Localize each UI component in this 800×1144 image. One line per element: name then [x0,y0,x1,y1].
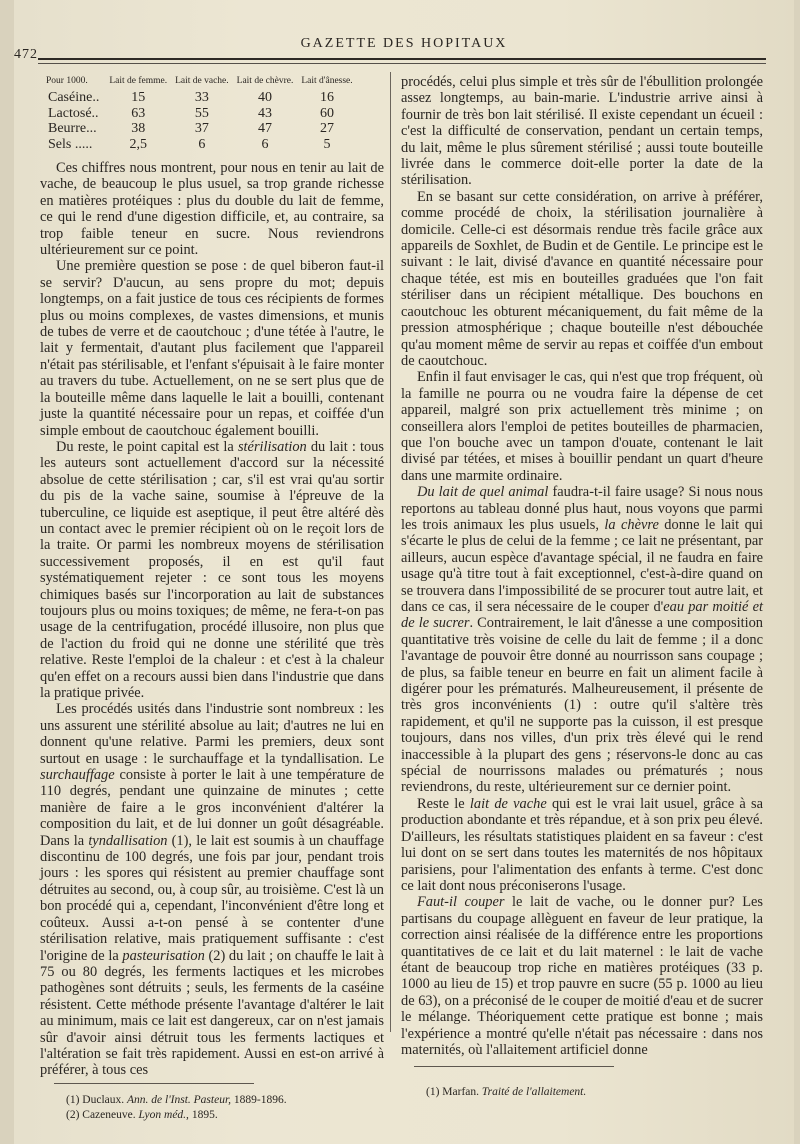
column-header: Lait de chèvre. [236,76,294,86]
row-label: Sels ..... [48,136,93,152]
table-cell: 63 [131,105,146,121]
left-column [40,76,384,1079]
table-row [42,121,357,137]
table-row [42,106,357,122]
page-number: 472 [14,47,38,62]
table-cell: 27 [320,121,334,136]
emphasis: Faut-il couper [417,894,505,911]
table-cell: 38 [131,121,146,136]
table-cell: 5 [323,136,331,152]
table-cell: 55 [194,105,209,121]
footnote-left-1: (1) Duclaux. Ann. de l'Inst. Pasteur, 1889-1896. [66,1094,287,1106]
milk-composition-table [42,76,357,152]
emphasis: tyndallisation [88,832,168,849]
table-cell: 15 [131,90,146,105]
paragraph: Reste le lait de vache qui est le vrai lait usuel, grâce à sa production abondante et très répandue, et à son prix peu élevé. D'ailleurs, les résultats statistiques plaident en sa faveur : c'est lui dont on se sert dans toutes les maternités de nos hôpitaux parisiens, pour l'alimentation des enfants à terme. C'est donc ce lait dont nous préconiserons l'usage. [401,795,763,894]
row-label: Beurre... [48,121,97,136]
emphasis: surchauffage [40,767,115,784]
table-cell: 47 [257,121,272,136]
paragraph: Enfin il faut envisager le cas, qui n'est que trop fréquent, où la famille ne pourra ou ne voudra faire la dépense de cet appareil, malgré son prix actuellement très minime ; on conseillera alors l'emploi de petites bouteilles de pharmacien, que l'on bouche avec un tampon d'ouate, contenant le lait divisé par tétées, et mises à bouillir pendant un quart d'heure dans une marmite ordinaire. [401,369,763,484]
emphasis: la chèvre [604,516,659,533]
footnote-left-2: (2) Cazeneuve. Lyon méd., 1895. [66,1109,218,1121]
emphasis: Du lait de quel animal [417,484,549,501]
paragraph: En se basant sur cette considération, on arrive à préférer, comme procédé de choix, la stérilisation journalière à domicile. Celle-ci est désormais rendue très facile grâce aux appareils de Soxhlet, de Budin et de Gentile. Le principe est le suivant : le lait, divisé d'avance en quantité nécessaire pour chaque tétée, est mis en bouteilles graduées que l'on fait stériliser dans un récipient métallique. Des bouchons en caoutchouc les obturent mécaniquement, du fait même de la pression atmosphérique ; chaque bouteille n'est débouchée qu'au moment même de servir au repas et coiffée d'un embout de caoutchouc. [401,188,763,369]
table-cell: 2,5 [129,136,147,152]
table-cell: 43 [257,105,272,121]
column-header: Lait de femme. [109,76,168,86]
paragraph: procédés, celui plus simple et très sûr de l'ébullition prolongée assez longtemps, au bain-marie. L'industrie arrive ainsi à fournir de très bon lait stérilisé. Il existe cependant un écueil : c'est la difficulté de conservation, pendant un certain temps, du lait, même le plus sûrement stérilisé ; aussi toute bouteille livrée dans le commerce doit-elle porter la date de la stérilisation. [401,74,763,189]
table-cell: 60 [320,105,334,121]
table-cell: 6 [261,136,269,152]
emphasis: pasteurisation [122,947,205,964]
paragraph: Une première question se pose : de quel biberon faut-il se servir? D'aucun, au sens propre du mot; depuis longtemps, on a fait justice de tous ces récipients de formes plus ou moins complexes, de vastes dimensions, et munis de tubes de verre et de caoutchouc ; d'une tétée à l'autre, le lait y fermentait, d'autant plus facilement que l'appareil n'était pas stérilisable, et l'enfant s'épuisait à le faire monter au travers du tube. Actuellement, on ne se sert plus que de la bouteille même dans laquelle le lait a bouilli, contenant juste la quantité nécessaire pour un repas, et coiffée d'un simple embout de caoutchouc également bouilli. [40,258,384,439]
footnote-right-1: (1) Marfan. Traité de l'allaitement. [426,1086,587,1098]
table-header-row [42,76,357,90]
header-rule-thin [38,63,766,64]
row-label: Lactosé.. [48,105,99,121]
table-cell: 6 [198,136,206,152]
page-header [14,36,794,60]
column-header: Lait de vache. [175,76,229,86]
emphasis: stérilisation [237,438,307,455]
paragraph: Les procédés usités dans l'industrie sont nombreux : les uns assurent une stérilité absolue au lait; d'autres ne lui en donnent qu'une relative. Parmi les premiers, deux sont surtout en usage : le surchauffage et la tyndallisation. Le surchauffage consiste à porter le lait à une température de 110 degrés, pendant une quinzaine de minutes ; cette manière de faire a le gros inconvénient d'altérer la composition du lait, et de lui donner un goût désagréable. Dans la tyndallisation (1), le lait est soumis à un chauffage discontinu de 100 degrés, une fois par jour, pendant trois jours : les spores qui résistent au premier chauffage sont détruites au second, ou, à coup sûr, au troisième. C'est là un bon procédé qui a, cependant, l'inconvénient d'être long et coûteux. Aussi a-t-on pensé à se contenter d'une stérilisation relative, mais pratiquement suffisante : c'est l'origine de la pasteurisation (2) du lait ; on chauffe le lait à 75 ou 80 degrés, les ferments lactiques et les microbes pathogènes sont détruits ; seuls, les ferments de la caséine résistent. Cette méthode présente l'avantage d'altérer le lait au minimum, mais ce lait est dangereux, car on n'est jamais sûr d'avoir ainsi détruit tous les ferments lactiques et l'altération se fait très rapidement. Aussi en est-on arrivé à préférer, à tous ces [40,701,385,1079]
newspaper-page [14,0,794,1144]
emphasis: lait de vache [469,795,547,812]
column-separator [390,72,391,1032]
footnote-rule-right [414,1066,614,1067]
row-label: Caséine.. [48,90,100,105]
table-cell: 37 [194,121,209,136]
paragraph: Ces chiffres nous montrent, pour nous en tenir au lait de vache, de beaucoup le plus usuel, sa trop grande richesse en matières protéiques : plus du double du lait de femme, ce qui le rend d'une digestion difficile, et, au contraire, sa trop faible teneur en sucre. Nous reviendrons ultérieurement sur ce point. [40,160,384,259]
table-row [42,90,357,106]
journal-title: GAZETTE DES HOPITAUX [300,36,508,51]
right-column [401,74,763,1058]
table-cell: 40 [257,90,272,105]
paragraph: Faut-il couper le lait de vache, ou le donner pur? Les partisans du coupage allèguent en faveur de leur pratique, la correction ainsi réalisée de la différence entre les proportions quantitatives de ce lait et du lait maternel : le lait de vache étant de beaucoup trop riche en matières protéiques (33 p. 1000 au lieu de 15) et trop pauvre en sucre (55 p. 1000 au lieu de 63), on a préconisé de le couper de moitié d'eau et de sucrer le mélange. Théoriquement cette pratique est bonne ; mais l'expérience a montré qu'elle n'était pas nécessaire : dans nos maternités, où l'allaitement artificiel donne [401,894,763,1058]
paragraph: Du lait de quel animal faudra-t-il faire usage? Si nous nous reportons au tableau donné plus haut, nous voyons que parmi les trois animaux les plus usuels, la chèvre donne le lait qui s'écarte le plus de celui de la femme ; ce lait ne présentant, par ailleurs, aucun espèce d'avantage spécial, il ne faudra en faire usage qu'à titre tout à fait exceptionnel, c'est-à-dire quand on se trouvera dans l'impossibilité de se procurer tout autre lait, et dans ce cas, il sera nécessaire de le couper d'eau par moitié et de le sucrer. Contrairement, le lait d'ânesse a une composition quantitative très voisine de celle du lait de femme ; il a donc l'avantage de pouvoir être donné au nourrisson sans coupage ; de plus, sa faible teneur en beurre en fait un aliment facile à digérer pour les prématurés. Malheureusement, il présente de très gros inconvénients (1) : outre qu'il s'altère très rapidement, et qu'il ne supporte pas la cuisson, il est presque toujours, dans nos villes, d'un prix très élevé qui le rend inaccessible à la plupart des gens ; réservons-le donc au cas spécial de nourrissons malades ou prématurés ; nous reviendrons, du reste, ultérieurement sur ce dernier point. [401,484,763,796]
table-cell: 33 [194,90,209,105]
table-cell: 16 [320,90,334,105]
emphasis: eau par moitié et de le sucrer [401,599,763,632]
table-corner-label: Pour 1000. [46,76,88,86]
column-header: Lait d'ânesse. [301,76,353,86]
paragraph: Du reste, le point capital est la stérilisation du lait : tous les auteurs sont actuellement d'accord sur la nécessité absolue de cette stérilisation ; car, s'il est vrai qu'au sortir du pis de la vache saine, soumise à l'épreuve de la tuberculine, ce liquide est aseptique, il peut être altéré dès un contact avec le premier récipient où on le reçoit lors de la traite. Or parmi les nombreux moyens de stérilisation successivement proposés, il en est qu'il faut systématiquement rejeter : ce sont tous les moyens chimiques basés sur l'incorporation au lait de substances toujours plus ou moins toxiques; de même, ne fera-t-on pas usage de la centrifugation, procédé illusoire, non plus que de l'action du froid qui ne donne une stérilité que très relative. Reste l'emploi de la chaleur : et c'est à la chaleur qu'en effet on a recours aussi bien dans l'industrie que dans la pratique privée. [40,438,384,701]
table-row [42,137,357,153]
header-rule-thick [38,58,766,60]
footnote-rule-left [54,1083,254,1084]
